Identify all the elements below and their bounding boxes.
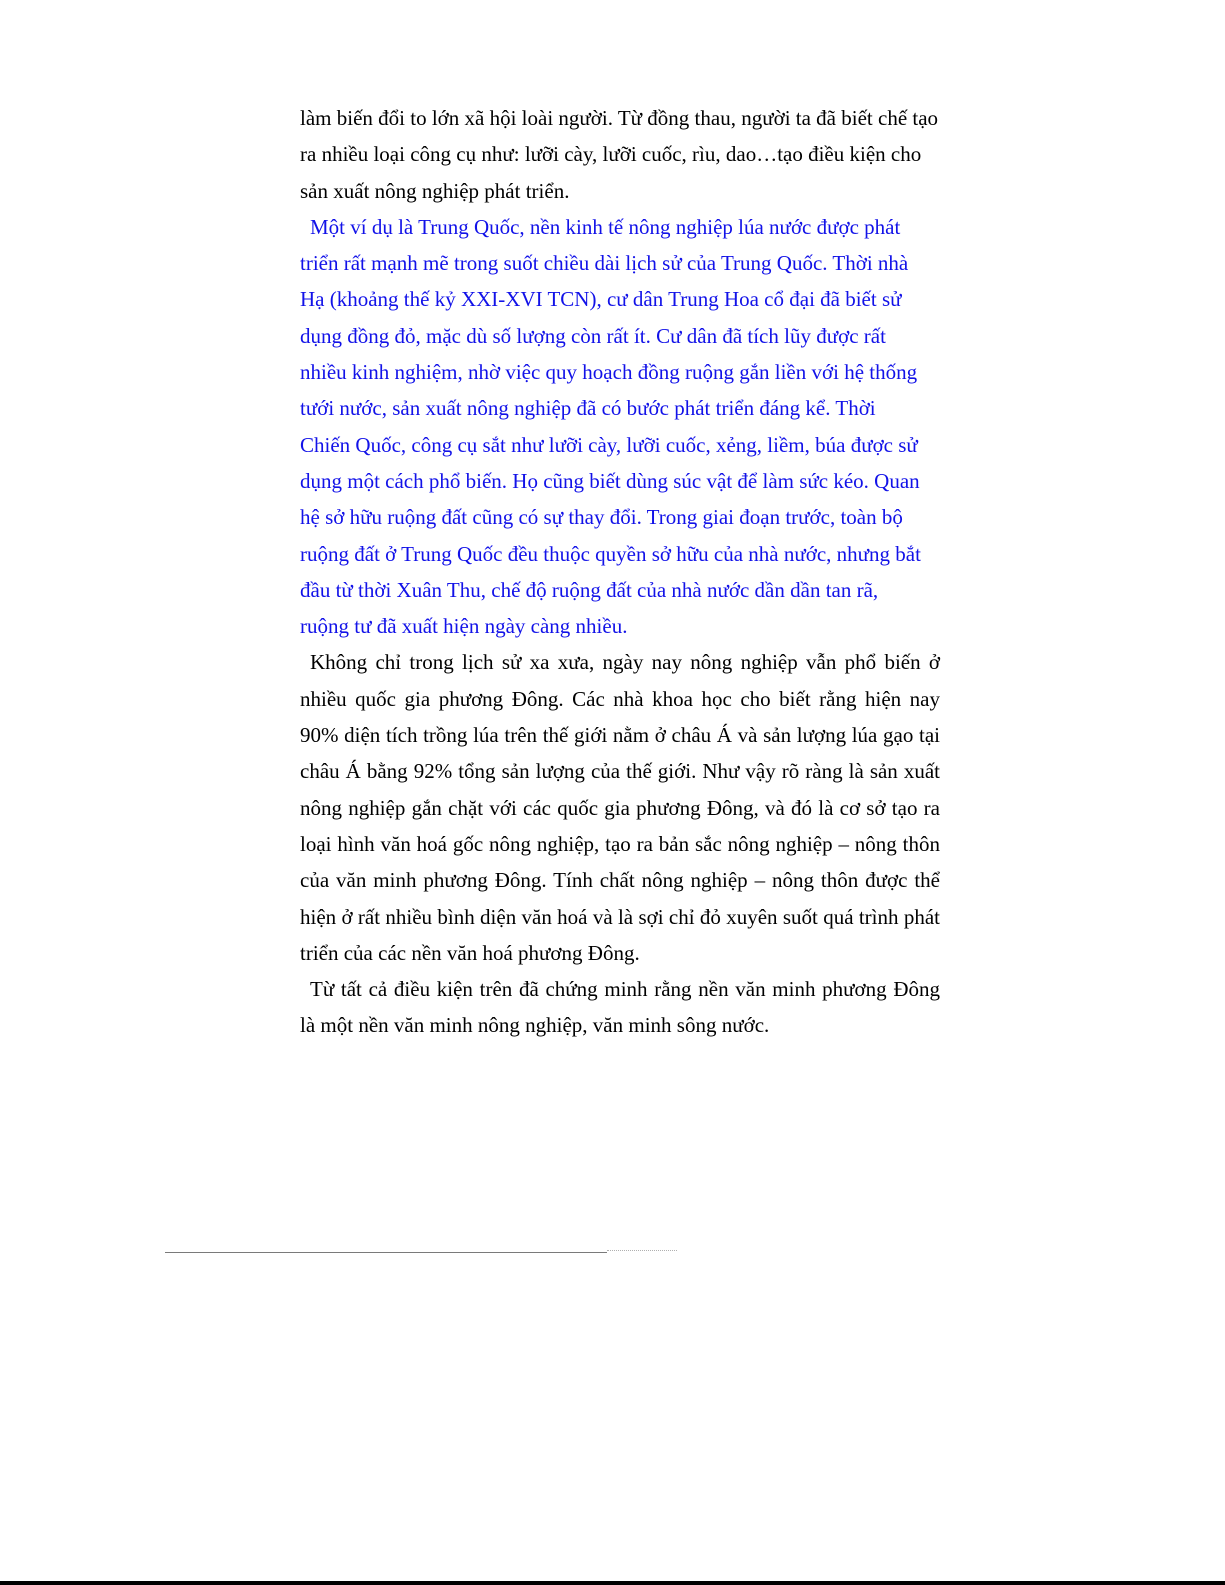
paragraph-modern-agriculture: Không chỉ trong lịch sử xa xưa, ngày nay nông nghiệp vẫn phổ biến ở nhiều quốc gia phương Đông. Các nhà khoa học cho biết rằng hiện nay 90% diện tích trồng lúa trên thế giới nằm ở châu Á và sản lượng lúa gạo tại châu Á bằng 92% tổng sản lượng của thế giới. Như vậy rõ ràng là sản xuất nông nghiệp gắn chặt với các quốc gia phương Đông, và đó là cơ sở tạo ra loại hình văn hoá gốc nông nghiệp, tạo ra bản sắc nông nghiệp – nông thôn của văn minh phương Đông. Tính chất nông nghiệp – nông thôn được thể hiện ở rất nhiều bình diện văn hoá và là sợi chỉ đỏ xuyên suốt quá trình phát triển của các nền văn hoá phương Đông. bbox=[300, 650, 940, 965]
paragraph-conclusion: Từ tất cả điều kiện trên đã chứng minh rằng nền văn minh phương Đông là một nền văn minh nông nghiệp, văn minh sông nước. bbox=[300, 977, 940, 1038]
paragraph-china-example: Một ví dụ là Trung Quốc, nền kinh tế nông nghiệp lúa nước được phát triển rất mạnh mẽ trong suốt chiều dài lịch sử của Trung Quốc. Thời nhà Hạ (khoảng thế kỷ XXI-XVI TCN), cư dân Trung Hoa cổ đại đã biết sử dụng đồng đỏ, mặc dù số lượng còn rất ít. Cư dân đã tích lũy được rất nhiều kinh nghiệm, nhờ việc quy hoạch đồng ruộng gắn liền với hệ thống tưới nước, sản xuất nông nghiệp đã có bước phát triển đáng kể. Thời Chiến Quốc, công cụ sắt như lưỡi cày, lưỡi cuốc, xẻng, liềm, búa được sử dụng một cách phổ biến. Họ cũng biết dùng súc vật để làm sức kéo. Quan hệ sở hữu ruộng đất cũng có sự thay đổi. Trong giai đoạn trước, toàn bộ ruộng đất ở Trung Quốc đều thuộc quyền sở hữu của nhà nước, nhưng bắt đầu từ thời Xuân Thu, chế độ ruộng đất của nhà nước dần dần tan rã, ruộng tư đã xuất hiện ngày càng nhiều. bbox=[300, 214, 921, 639]
page-bottom-edge bbox=[0, 1581, 1225, 1585]
paragraph-bronze-tools: làm biến đổi to lớn xã hội loài người. Từ đồng thau, người ta đã biết chế tạo ra nhiều loại công cụ như: lưỡi cày, lưỡi cuốc, rìu, dao…tạo điều kiện cho sản xuất nông nghiệp phát triển. bbox=[300, 106, 939, 203]
footnote-separator bbox=[165, 1252, 607, 1253]
footnote-separator-dotted bbox=[607, 1250, 677, 1254]
body-text bbox=[300, 100, 940, 1044]
